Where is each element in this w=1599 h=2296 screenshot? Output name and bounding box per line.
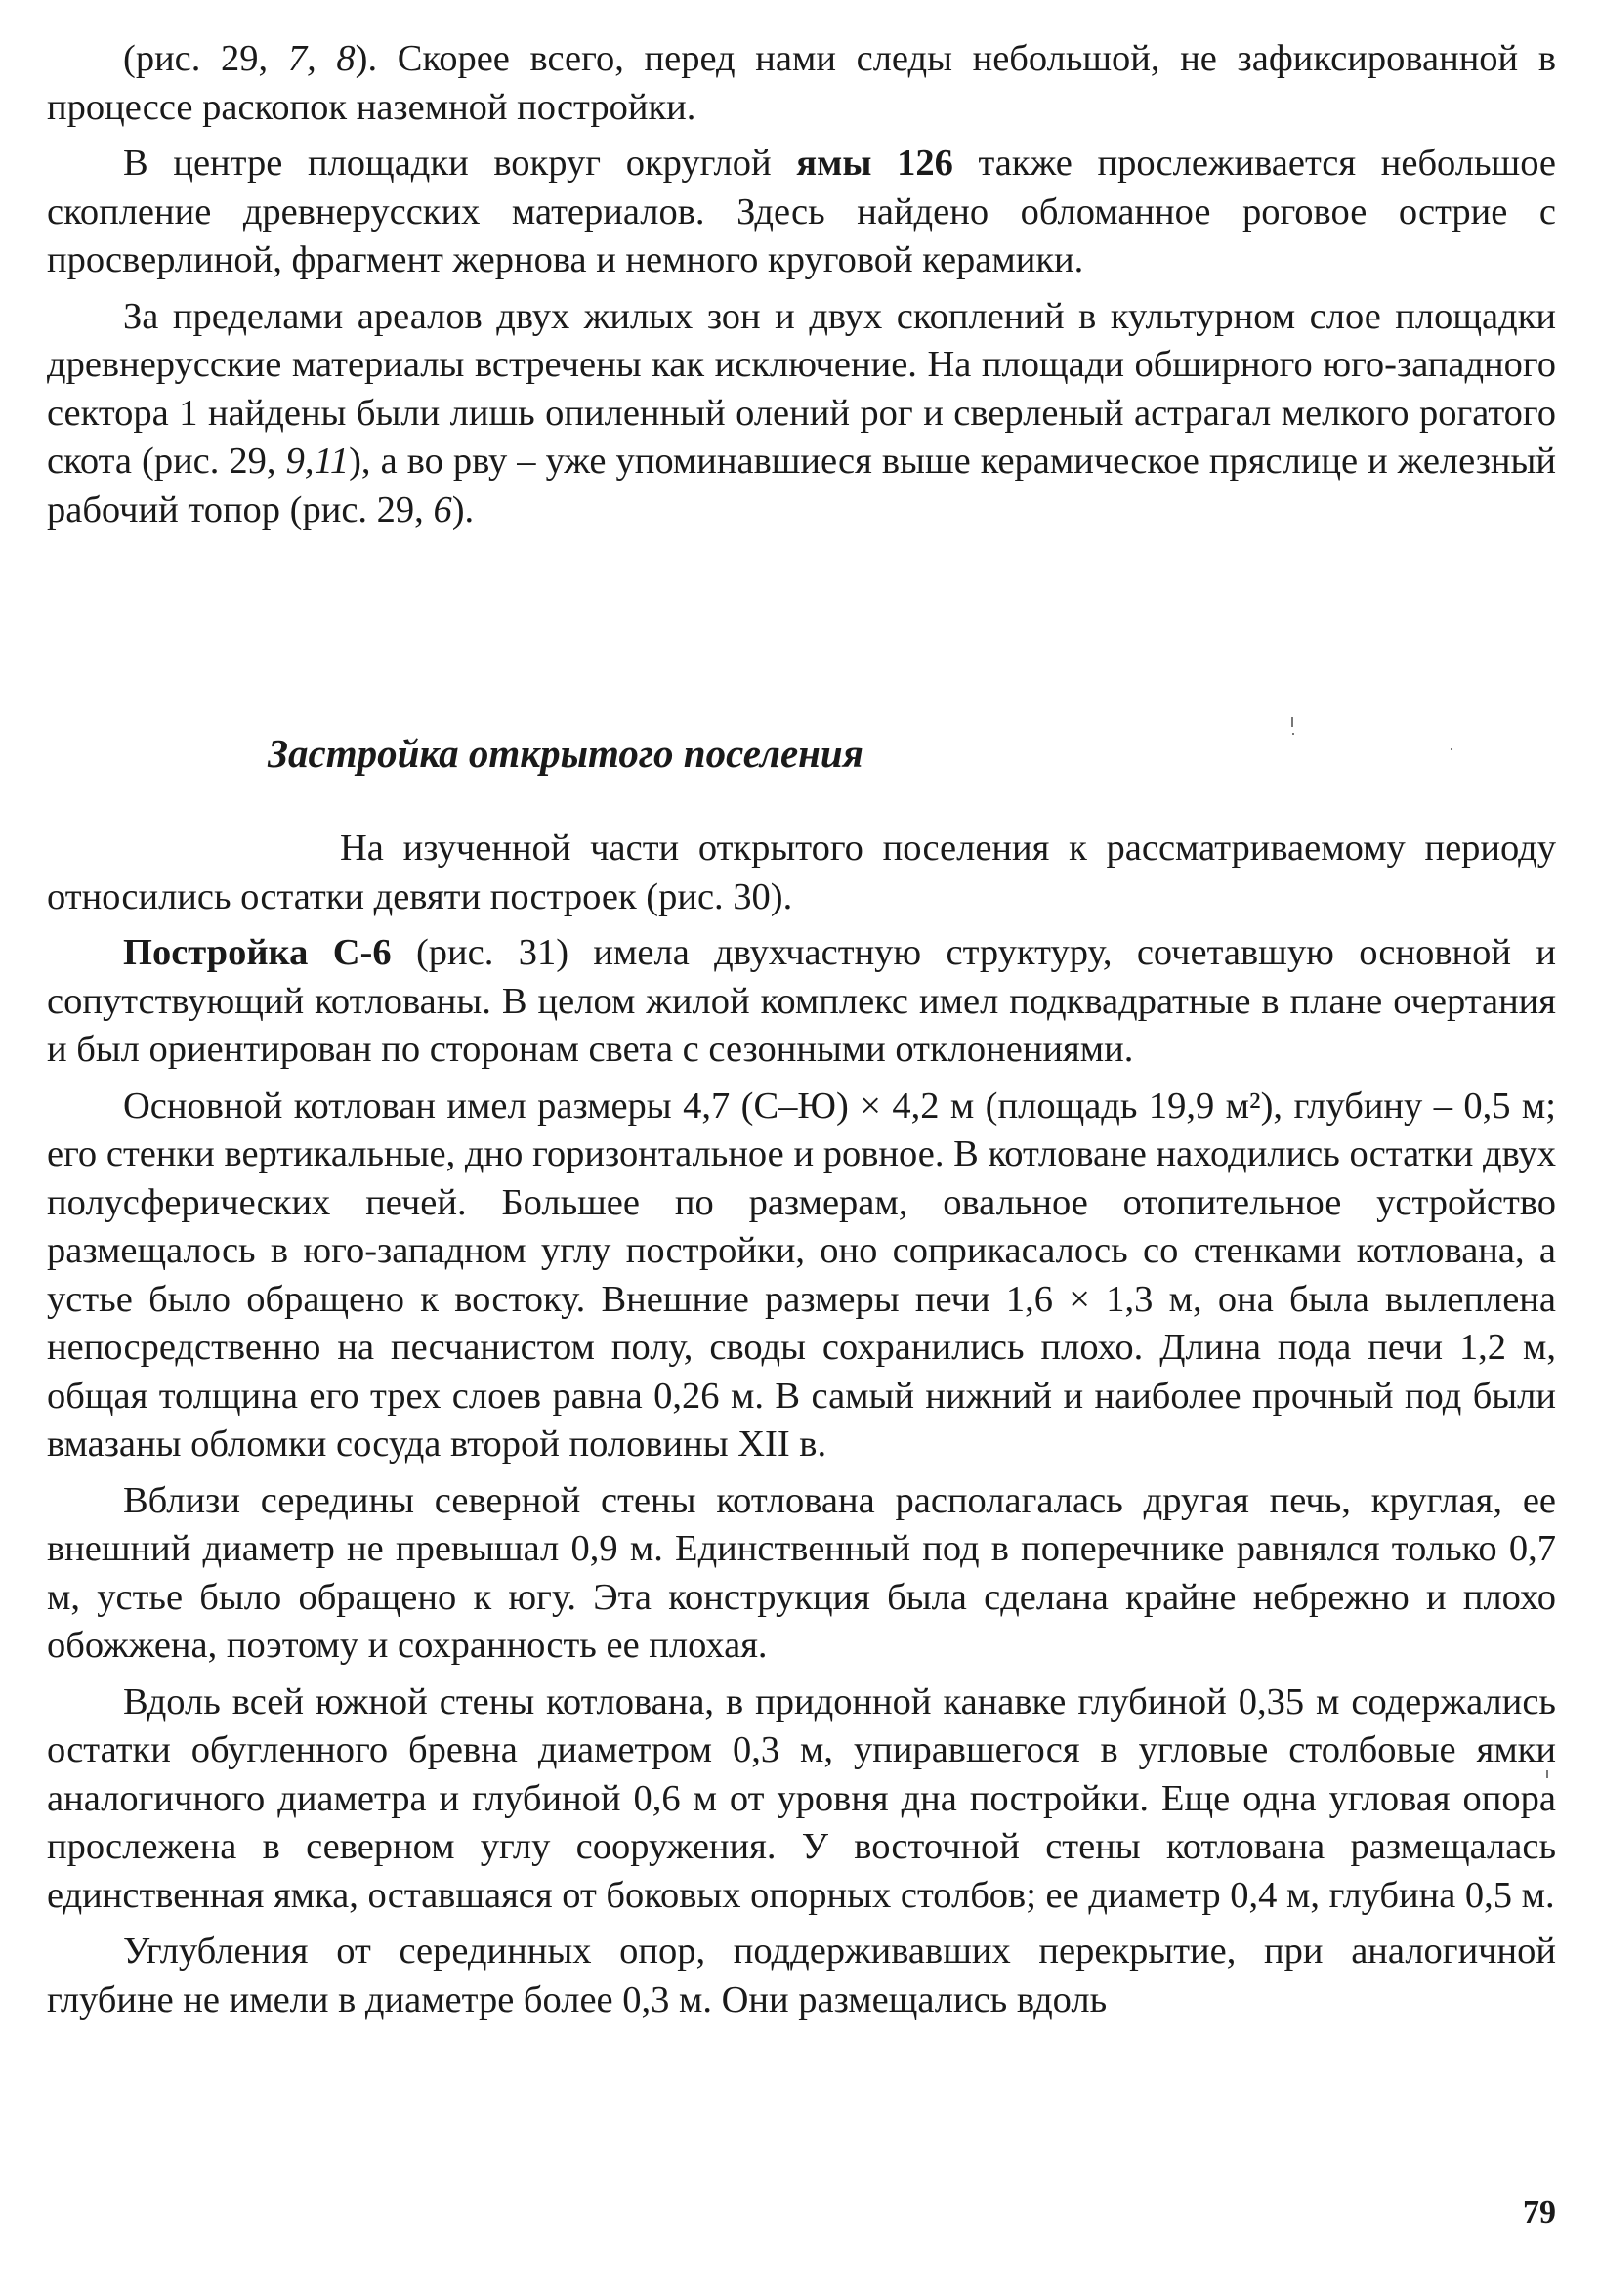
page-number: 79 xyxy=(1523,2194,1556,2231)
text-run: также прослеживается небольшое скопление древнерусских материалов. Здесь найдено обломанное роговое острие с просверлиной, фрагмент жернова и немного круговой керамики. xyxy=(47,143,1557,280)
scan-speck xyxy=(1292,733,1294,735)
italic-text: 9,11 xyxy=(285,441,350,482)
text-run: (рис. 29, xyxy=(123,38,288,79)
text-run: За пределами ареалов двух жилых зон и двух скоплений в культурном слое площадки древнерусские материалы встречены как исключение. На площади обширного юго-западного сектора 1 найдены были лишь опиленный олений рог и сверленый астрагал мелкого рогатого скота (рис. 29, xyxy=(47,295,1556,482)
bold-text: Постройка С-6 xyxy=(123,932,392,973)
paragraph xyxy=(47,1679,1556,1921)
paragraph xyxy=(47,1083,1556,1469)
paragraph xyxy=(47,1928,1556,2024)
paragraph xyxy=(47,140,1556,285)
scan-speck xyxy=(1291,717,1293,727)
text-run: ), а во рву – уже упоминавшиеся выше керамическое пряслице и железный рабочий топор (рис. 29, xyxy=(47,441,1556,531)
text-run: Основной котлован имел размеры 4,7 (С–Ю) × 4,2 м (площадь 19,9 м²), глубину – 0,5 м; его стенки вертикальные, дно горизонтальное и ровное. В котловане находились остатки двух полусферических печей. Большее по размерам, овальное отопительное устройство размещалось в юго-западном углу постройки, оно соприкасалось со стенками котлована, а устье было обращено к востоку. Внешние размеры печи 1,6 × 1,3 м, она была вылеплена непосредственно на песчанистом полу, своды сохранились плохо. Длина пода печи 1,2 м, общая толщина его трех слоев равна 0,26 м. В самый нижний и наиболее прочный под были вмазаны обломки сосуда второй половины XII в. xyxy=(47,1084,1556,1465)
italic-text: 6 xyxy=(433,489,452,531)
text-run: Углубления от серединных опор, поддерживавших перекрытие, при аналогичной глубине не имели в диаметре более 0,3 м. Они размещались вдоль xyxy=(47,1931,1556,2020)
text-run: Вдоль всей южной стены котлована, в придонной канавке глубиной 0,35 м содержались остатки обугленного бревна диаметром 0,3 м, упиравшегося в угловые столбовые ямки аналогичного диаметра и глубиной 0,6 м от уровня дна постройки. Еще одна угловая опора прослежена в северном углу сооружения. У восточной стены котлована размещалась единственная ямка, оставшаяся от боковых опорных столбов; ее диаметр 0,4 м, глубина 0,5 м. xyxy=(47,1680,1556,1916)
text-run: ). xyxy=(451,489,475,531)
text-run: ). Скорее всего, перед нами следы небольшой, не зафиксированной в процессе раскопок наземной постройки. xyxy=(47,38,1557,128)
text-run: В центре площадки вокруг округлой xyxy=(123,143,797,184)
italic-text: 7, 8 xyxy=(287,38,356,79)
scan-speck xyxy=(1451,748,1452,750)
paragraph xyxy=(47,1477,1556,1671)
text-run: Вблизи середины северной стены котлована располагалась другая печь, круглая, ее внешний диаметр не превышал 0,9 м. Единственный под в поперечнике равнялся только 0,7 м, устье было обращено к югу. Эта конструкция была сделана крайне небрежно и плохо обожжена, поэтому и сохранность ее плохая. xyxy=(47,1479,1556,1666)
paragraph xyxy=(47,929,1556,1075)
section-heading: Застройка открытого поселения xyxy=(268,731,863,776)
bold-text: ямы 126 xyxy=(796,143,953,184)
paragraph xyxy=(47,825,1556,921)
main-text-block xyxy=(47,825,1556,2032)
text-run: На изученной части открытого поселения к рассматриваемому периоду относились остатки девяти построек (рис. 30). xyxy=(47,828,1556,917)
text-run: (рис. 31) имела двухчастную структуру, сочетавшую основной и сопутствующий котлованы. В целом жилой комплекс имел подквадратные в плане очертания и был ориентирован по сторонам света с сезонными отклонениями. xyxy=(47,932,1556,1070)
top-text-block xyxy=(47,35,1556,534)
book-page xyxy=(47,35,1557,2020)
paragraph xyxy=(47,293,1556,535)
scan-speck xyxy=(1546,1770,1548,1778)
paragraph xyxy=(47,35,1556,132)
